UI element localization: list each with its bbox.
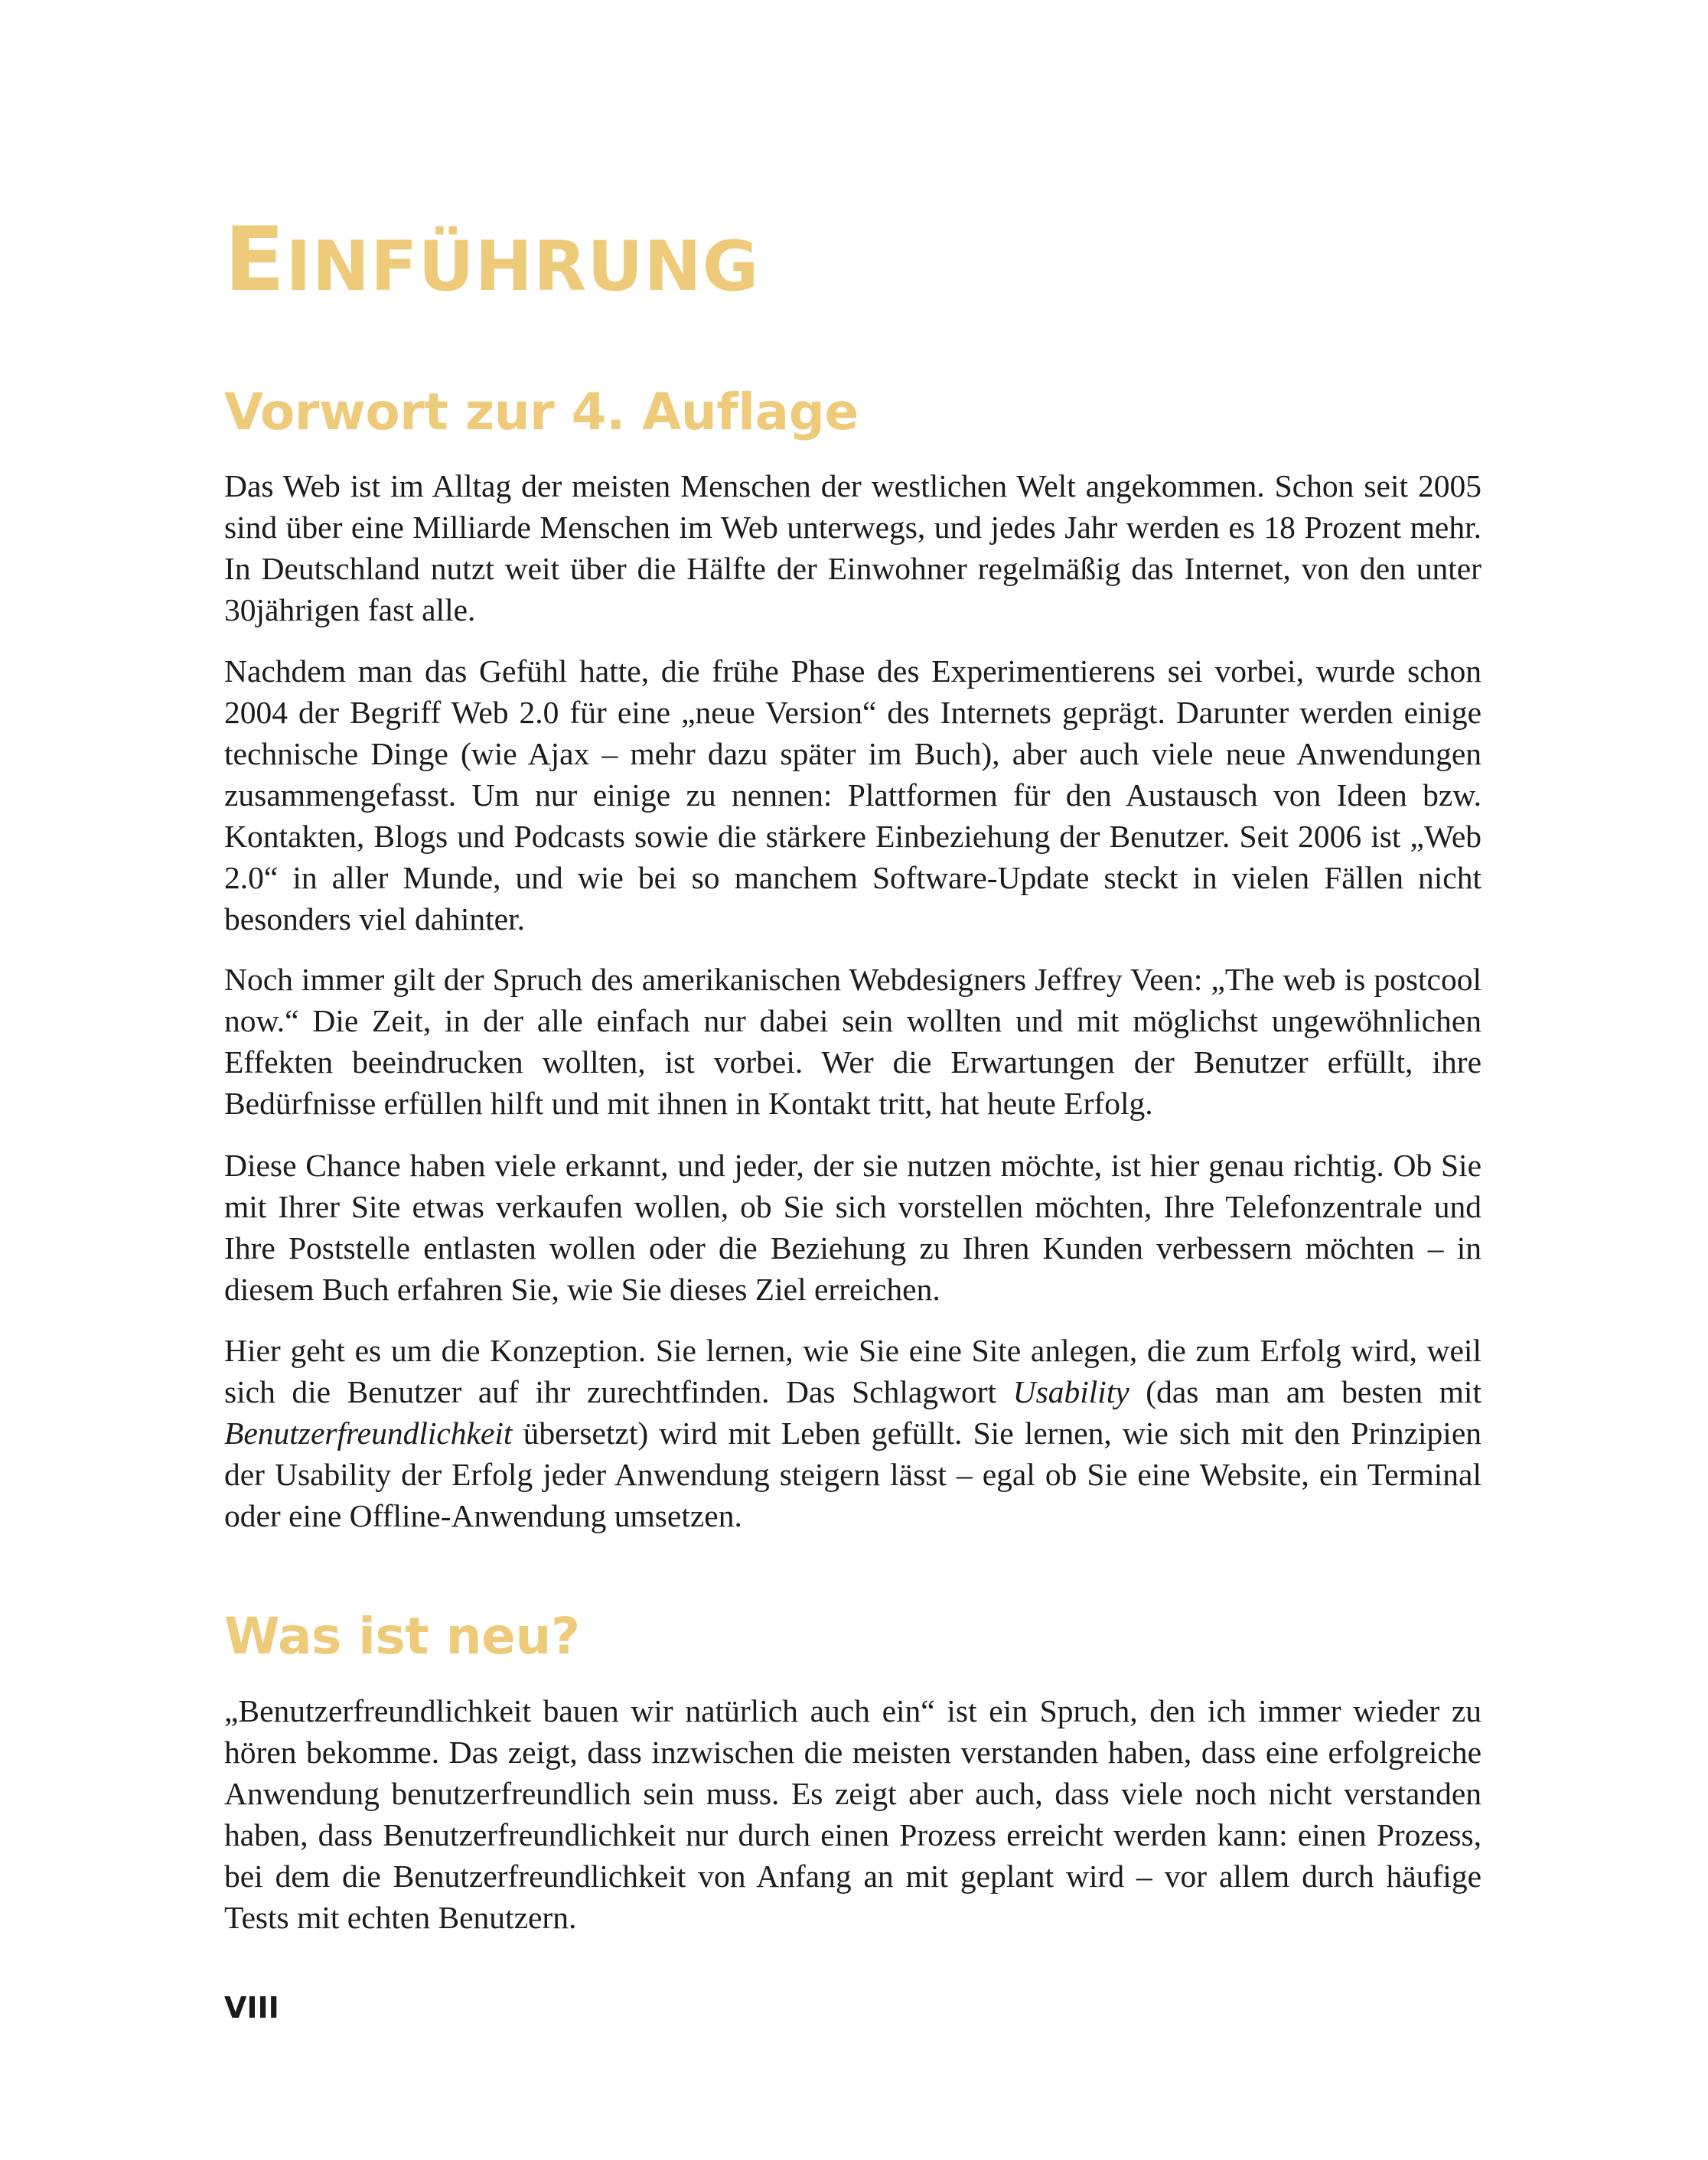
chapter-title-rest: INFÜHRUNG	[285, 226, 760, 307]
body-paragraph: „Benutzerfreundlichkeit bauen wir natürlich auch ein“ ist ein Spruch, den ich immer wieder zu hören bekomme. Das zeigt, dass inzwischen die meisten verstanden haben, dass eine erfolgreiche Anwendung benutzerfreundlich sein muss. Es zeigt aber auch, dass viele noch nicht verstanden haben, dass Benutzerfreundlichkeit nur durch einen Prozess erreicht werden kann: einen Prozess, bei dem die Benutzerfreundlichkeit von Anfang an mit geplant wird – vor allem durch häufige Tests mit echten Benutzern.	[224, 1693, 1481, 1935]
chapter-title-initial: E	[224, 208, 286, 311]
body-paragraph: Noch immer gilt der Spruch des amerikanischen Webdesigners Jeffrey Veen: „The web is postcool now.“ Die Zeit, in der alle einfach nur dabei sein wollten und mit möglichst ungewöhnlichen Effekten beeindrucken wollten, ist vorbei. Wer die Erwartungen der Benutzer erfüllt, ihre Bedürfnisse erfüllen hilft und mit ihnen in Kontakt tritt, hat heute Erfolg.	[224, 962, 1481, 1121]
body-paragraph: Das Web ist im Alltag der meisten Menschen der westlichen Welt angekommen. Schon seit 2005 sind über eine Milliarde Menschen im Web unterwegs, und jedes Jahr werden es 18 Prozent mehr. In Deutschland nutzt weit über die Hälfte der Einwohner regelmäßig das Internet, von den unter 30jährigen fast alle.	[224, 468, 1481, 627]
page-number: VIII	[224, 1991, 279, 2025]
paragraph-text: übersetzt) wird mit Leben gefüllt. Sie lernen, wie sich mit den Prinzipien der Usability der Erfolg jeder Anwendung steigern lässt – egal ob Sie eine Website, ein Terminal oder eine Offline-Anwendung umsetzen.	[224, 1416, 1481, 1533]
body-paragraph: Nachdem man das Gefühl hatte, die frühe Phase des Experimentierens sei vorbei, wurde schon 2004 der Begriff Web 2.0 für eine „neue Version“ des Internets geprägt. Darunter werden einige technische Dinge (wie Ajax – mehr dazu später im Buch), aber auch viele neue Anwendungen zusammengefasst. Um nur einige zu nennen: Plattformen für den Austausch von Ideen bzw. Kontakten, Blogs und Podcasts sowie die stärkere Einbeziehung der Benutzer. Seit 2006 ist „Web 2.0“ in aller Munde, und wie bei so manchem Software-Update steckt in vielen Fällen nicht besonders viel dahinter.	[224, 653, 1481, 937]
emphasis-benutzerfreundlichkeit: Benutzerfreundlichkeit	[224, 1416, 513, 1451]
section-heading-vorwort: Vorwort zur 4. Auflage	[224, 383, 859, 441]
paragraph-text: (das man am besten mit	[1129, 1374, 1481, 1409]
emphasis-usability: Usability	[1012, 1374, 1129, 1409]
paragraph-text: Hier geht es um die Konzeption. Sie lernen, wie Sie eine Site anlegen, die zum Erfolg wird, weil sich die Benutzer auf ihr zurechtfinden. Das Schlagwort	[224, 1333, 1481, 1409]
section-heading-was-ist-neu: Was ist neu?	[224, 1607, 580, 1666]
chapter-title	[224, 208, 760, 311]
body-paragraph: Diese Chance haben viele erkannt, und jeder, der sie nutzen möchte, ist hier genau richtig. Ob Sie mit Ihrer Site etwas verkaufen wollen, ob Sie sich vorstellen möchten, Ihre Telefonzentrale und Ihre Poststelle entlasten wollen oder die Beziehung zu Ihren Kunden verbessern möchten – in diesem Buch erfahren Sie, wie Sie dieses Ziel erreichen.	[224, 1148, 1481, 1307]
body-paragraph	[224, 1330, 1481, 1536]
